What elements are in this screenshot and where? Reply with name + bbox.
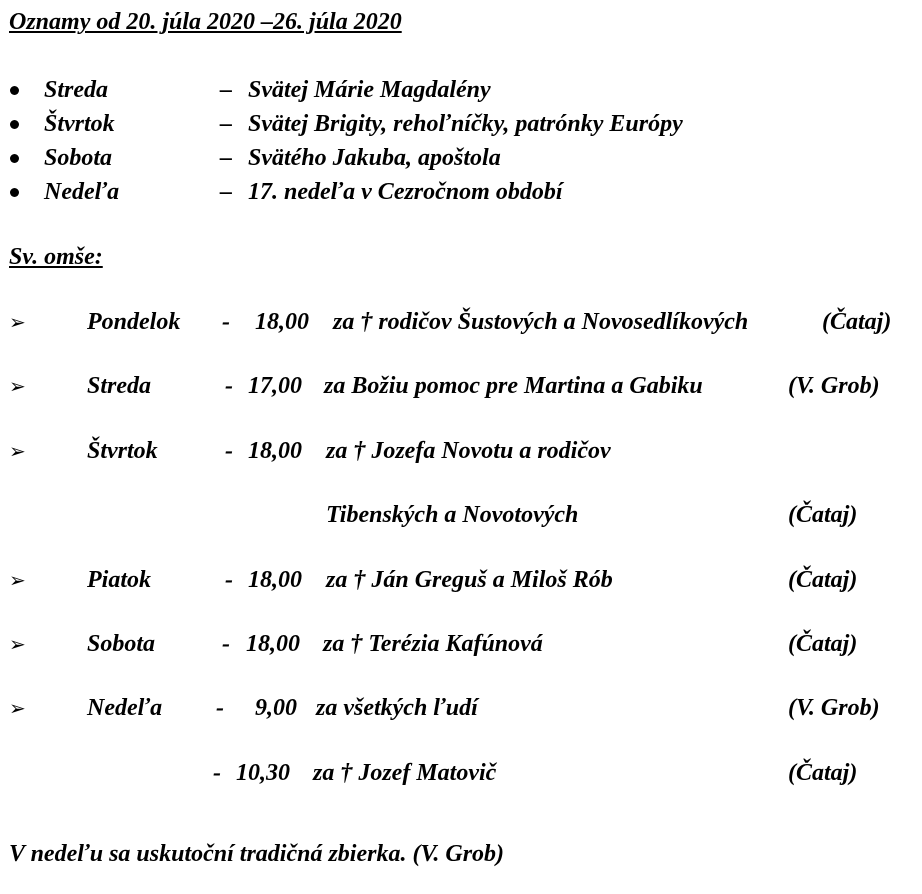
- mass-place: (V. Grob): [788, 373, 880, 399]
- mass-time: 18,00: [255, 309, 309, 335]
- mass-place: (Čataj): [788, 502, 858, 528]
- arrow-bullet-icon: ➢: [9, 374, 26, 398]
- arrow-bullet-icon: ➢: [9, 632, 26, 656]
- mass-intention: za † Ján Greguš a Miloš Rób: [326, 567, 613, 593]
- mass-dash: -: [225, 373, 233, 399]
- mass-dash: -: [222, 309, 230, 335]
- feast-day: Streda: [44, 77, 109, 103]
- mass-intention: za † rodičov Šustových a Novosedlíkových: [333, 309, 749, 335]
- arrow-bullet-icon: ➢: [9, 568, 26, 592]
- bullet-dot-icon: [10, 120, 19, 129]
- feast-name: Svätej Brigity, rehoľníčky, patrónky Európy: [248, 111, 683, 137]
- mass-time: 17,00: [248, 373, 302, 399]
- mass-place: (Čataj): [788, 567, 858, 593]
- mass-day: Streda: [87, 373, 152, 399]
- mass-intention: za Božiu pomoc pre Martina a Gabiku: [324, 373, 703, 399]
- bullet-dot-icon: [10, 188, 19, 197]
- feast-name: Svätej Márie Magdalény: [248, 77, 491, 103]
- mass-time: 18,00: [246, 631, 300, 657]
- mass-dash: -: [213, 760, 221, 786]
- mass-intention: za † Jozef Matovič: [313, 760, 497, 786]
- arrow-bullet-icon: ➢: [9, 696, 26, 720]
- arrow-bullet-icon: ➢: [9, 310, 26, 334]
- mass-place: (Čataj): [788, 631, 858, 657]
- mass-intention: za všetkých ľudí: [316, 695, 478, 721]
- page-title: Oznamy od 20. júla 2020 –26. júla 2020: [9, 9, 402, 35]
- feast-day: Nedeľa: [44, 179, 120, 205]
- mass-day: Nedeľa: [87, 695, 163, 721]
- mass-place: (Čataj): [788, 760, 858, 786]
- collection-note: V nedeľu sa uskutoční tradičná zbierka. (V. Grob): [9, 841, 505, 867]
- mass-time: 10,30: [236, 760, 290, 786]
- feast-dash: –: [220, 145, 232, 171]
- mass-place: (Čataj): [822, 309, 892, 335]
- feast-dash: –: [220, 111, 232, 137]
- feast-name: 17. nedeľa v Cezročnom období: [248, 179, 563, 205]
- mass-place: (V. Grob): [788, 695, 880, 721]
- masses-heading: Sv. omše:: [9, 244, 103, 270]
- bullet-dot-icon: [10, 86, 19, 95]
- mass-day: Sobota: [87, 631, 156, 657]
- bullet-dot-icon: [10, 154, 19, 163]
- mass-dash: -: [222, 631, 230, 657]
- feast-dash: –: [220, 179, 232, 205]
- feast-name: Svätého Jakuba, apoštola: [248, 145, 501, 171]
- mass-day: Pondelok: [87, 309, 181, 335]
- mass-day: Piatok: [87, 567, 151, 593]
- mass-day: Štvrtok: [87, 438, 158, 464]
- mass-dash: -: [225, 567, 233, 593]
- feast-day: Štvrtok: [44, 111, 115, 137]
- mass-dash: -: [225, 438, 233, 464]
- mass-intention-continued: Tibenských a Novotových: [326, 502, 579, 528]
- mass-time: 18,00: [248, 438, 302, 464]
- mass-intention: za † Jozefa Novotu a rodičov: [326, 438, 611, 464]
- mass-intention: za † Terézia Kafúnová: [323, 631, 543, 657]
- arrow-bullet-icon: ➢: [9, 439, 26, 463]
- mass-dash: -: [216, 695, 224, 721]
- mass-time: 18,00: [248, 567, 302, 593]
- feast-dash: –: [220, 77, 232, 103]
- mass-time: 9,00: [255, 695, 297, 721]
- feast-day: Sobota: [44, 145, 113, 171]
